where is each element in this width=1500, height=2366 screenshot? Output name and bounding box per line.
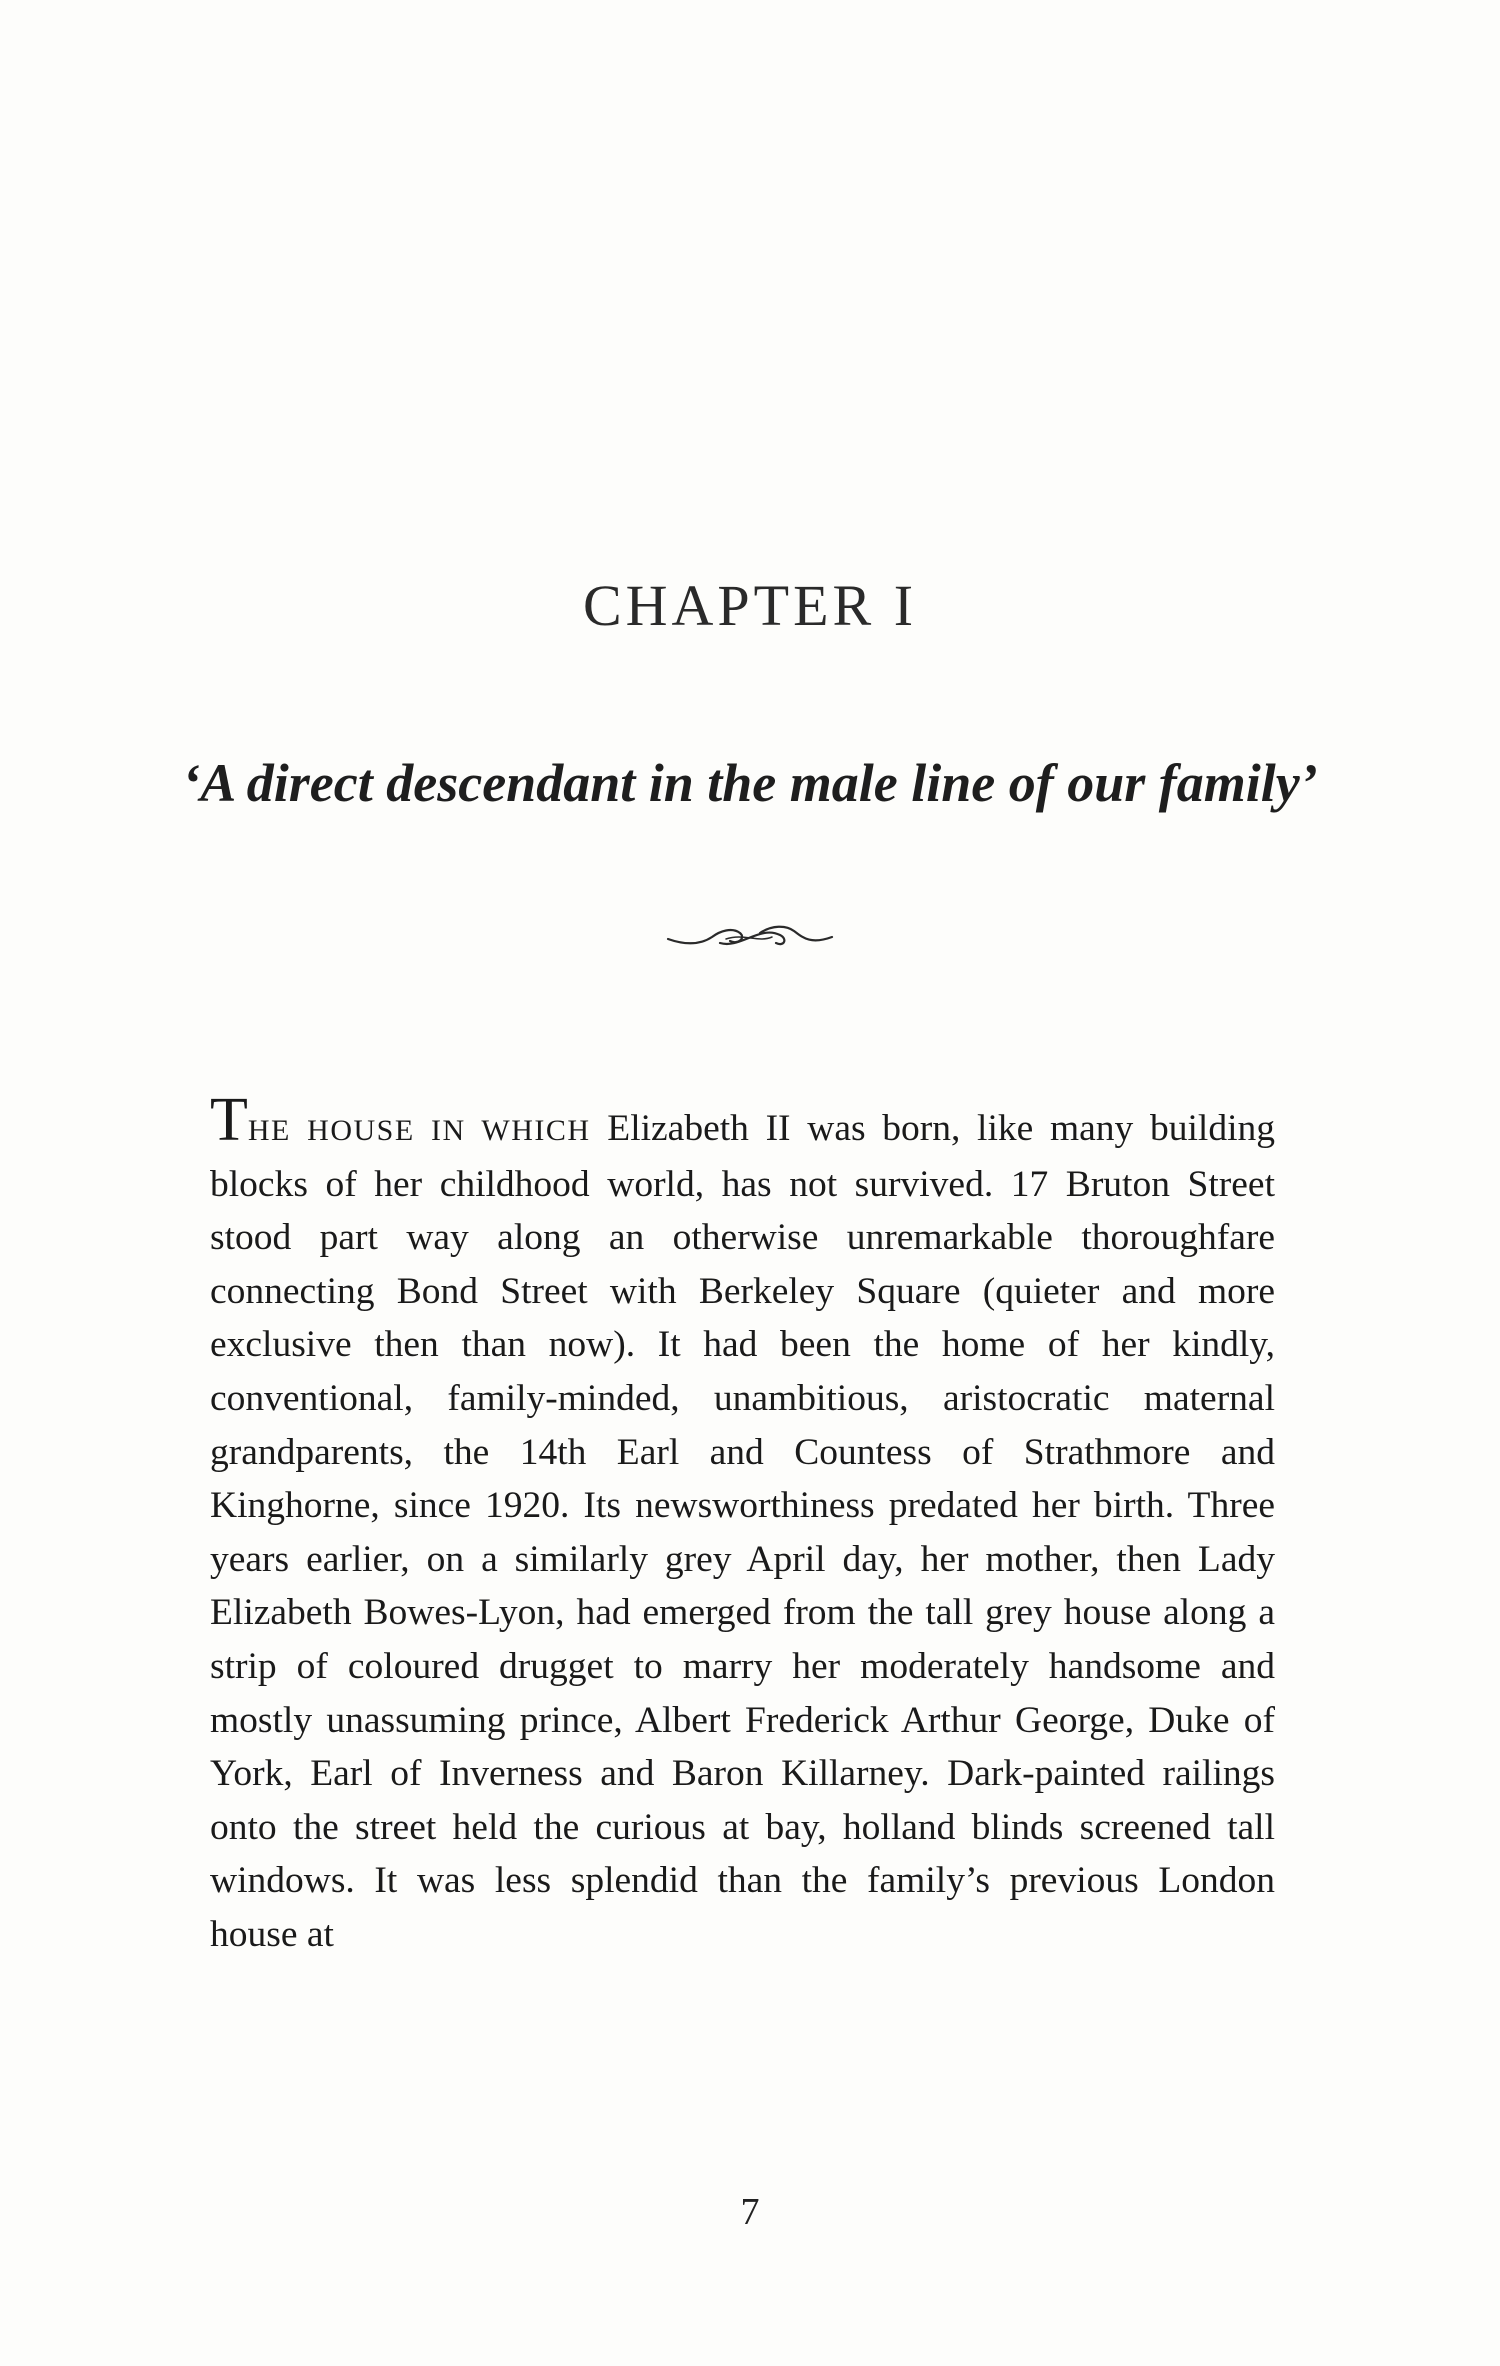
decorative-flourish-icon (660, 915, 840, 955)
page-number: 7 (740, 2191, 760, 2233)
chapter-heading: CHAPTER I (582, 573, 918, 638)
body-paragraph (210, 1086, 1275, 1962)
paragraph-text: Elizabeth II was born, like many building blocks of her childhood world, has not survived. 17 Bruton Street stood part way along an otherwise unremarkable thoroughfare connecting Bond Street with Berkeley Square (quieter and more exclusive then than now). It had been the home of her kindly, conventional, family-minded, unambitious, aristocratic maternal grandparents, the 14th Earl and Countess of Strathmore and Kinghorne, since 1920. Its newsworthiness predated her birth. Three years earlier, on a similarly grey April day, her mother, then Lady Elizabeth Bowes-Lyon, had emerged from the tall grey house along a strip of coloured drugget to marry her moderately handsome and mostly unassuming prince, Albert Frederick Arthur George, Duke of York, Earl of Inverness and Baron Killarney. Dark-painted railings onto the street held the curious at bay, holland blinds screened tall windows. It was less splendid than the family’s previous London house at (210, 1108, 1275, 1955)
initial-letter: T (210, 1086, 248, 1154)
chapter-subtitle: ‘A direct descendant in the male line of our family’ (182, 753, 1318, 813)
lead-in-smallcaps: HE HOUSE IN WHICH (247, 1114, 591, 1147)
